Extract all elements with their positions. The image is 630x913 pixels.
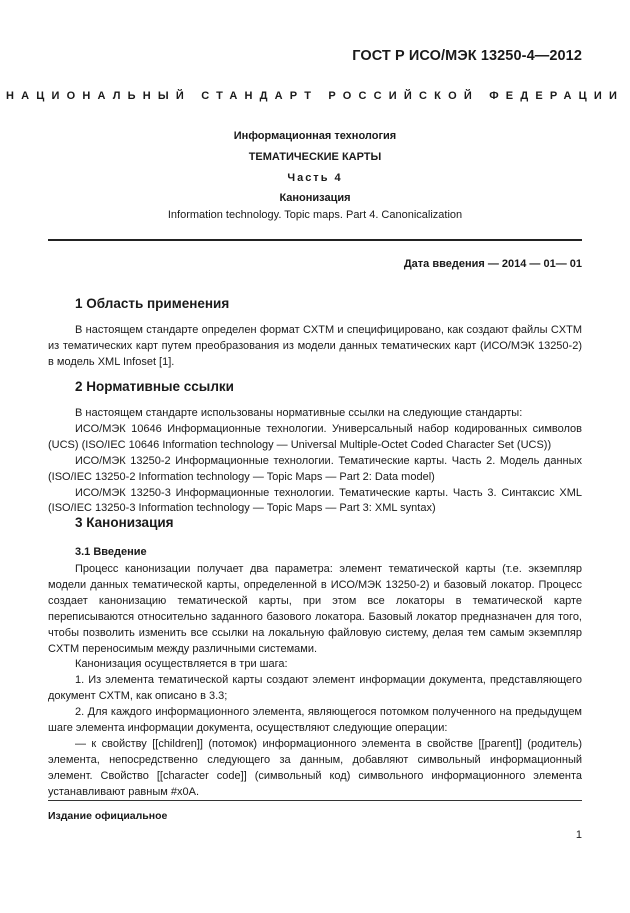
section3-paragraph: — к свойству [[children]] (потомок) информационного элемента в свойстве [[parent]] (родитель) элемента, непосредственно следующего за данным, добавляют символьный информационный элемент. Свойство [[character code]] (символьный код) символьного информационного элемента устанавливают равным #x0A. [48, 737, 582, 798]
page-number: 1 [575, 829, 582, 841]
section2-reference: ИСО/МЭК 10646 Информационные технологии. Универсальный набор кодированных символов (UCS) (ISO/IEC 10646 Information technology — Universal Multiple-Octet Coded Character Set (UCS)) [48, 422, 582, 451]
title-line2: ТЕМАТИЧЕСКИЕ КАРТЫ [248, 151, 382, 163]
section3-paragraph: Процесс канонизации получает два параметра: элемент тематической карты (т.е. экземпляр модели данных тематической карты, определенной в ИСО/МЭК 13250-2) и базовый локатор. Процесс создает канонизацию тематической карты, при этом все локаторы в тематической карте переписываются относительно заданного базового локатора. Базовый локатор предназначен для того, чтобы позволить изменить все ссылки на локальную файловую систему, делая тем самым экземпляр CXTM переносимым между различными системами. [48, 563, 582, 655]
section2-reference: ИСО/МЭК 13250-2 Информационные технологии. Тематические карты. Часть 2. Модель данных (ISO/IEC 13250-2 Information technology — Topic Maps — Part 2: Data model) [48, 454, 582, 483]
title-subtitle: Канонизация [279, 192, 351, 204]
section2-paragraph: В настоящем стандарте использованы нормативные ссылки на следующие стандарты: [75, 407, 523, 419]
date-of-introduction: Дата введения — 2014 — 01— 01 [403, 258, 582, 270]
section2-body [48, 406, 582, 517]
section1-body [48, 323, 582, 371]
section3-subheading: 3.1 Введение [75, 546, 147, 558]
section1-heading: 1 Область применения [75, 296, 230, 311]
title-english: Information technology. Topic maps. Part 4. Canonicalization [167, 209, 463, 221]
section3-step: 1. Из элемента тематической карты создают элемент информации документа, представляющего документ CXTM, как описано в 3.3; [48, 674, 582, 703]
title-line1: Информационная технология [233, 130, 397, 142]
standard-code: ГОСТ Р ИСО/МЭК 13250-4—2012 [352, 48, 582, 64]
title-divider [48, 239, 582, 241]
national-standard-banner: НАЦИОНАЛЬНЫЙ СТАНДАРТ РОССИЙСКОЙ ФЕДЕРАЦИИ [5, 90, 625, 102]
footer-divider [48, 800, 582, 801]
official-edition-label: Издание официальное [48, 810, 168, 822]
section1-paragraph: В настоящем стандарте определен формат CXTM и специфицировано, как создают файлы CXTM из тематических карт путем преобразования из модели данных тематических карт (ИСО/МЭК 13250-2) в модель XML Infoset [1]. [48, 324, 582, 368]
section3-body [48, 562, 582, 801]
section3-heading: 3 Канонизация [75, 515, 174, 530]
section3-paragraph: Канонизация осуществляется в три шага: [75, 658, 288, 671]
section3-step: 2. Для каждого информационного элемента, являющегося потомком полученного на предыдущем шаге элемента информации документа, осуществляют следующие операции: [48, 706, 582, 735]
title-part: Часть 4 [287, 172, 343, 184]
section2-reference: ИСО/МЭК 13250-3 Информационные технологии. Тематические карты. Часть 3. Синтаксис XML (ISO/IEC 13250-3 Information technology — Topic Maps — Part 3: XML syntax) [48, 486, 582, 515]
section2-heading: 2 Нормативные ссылки [75, 379, 234, 394]
